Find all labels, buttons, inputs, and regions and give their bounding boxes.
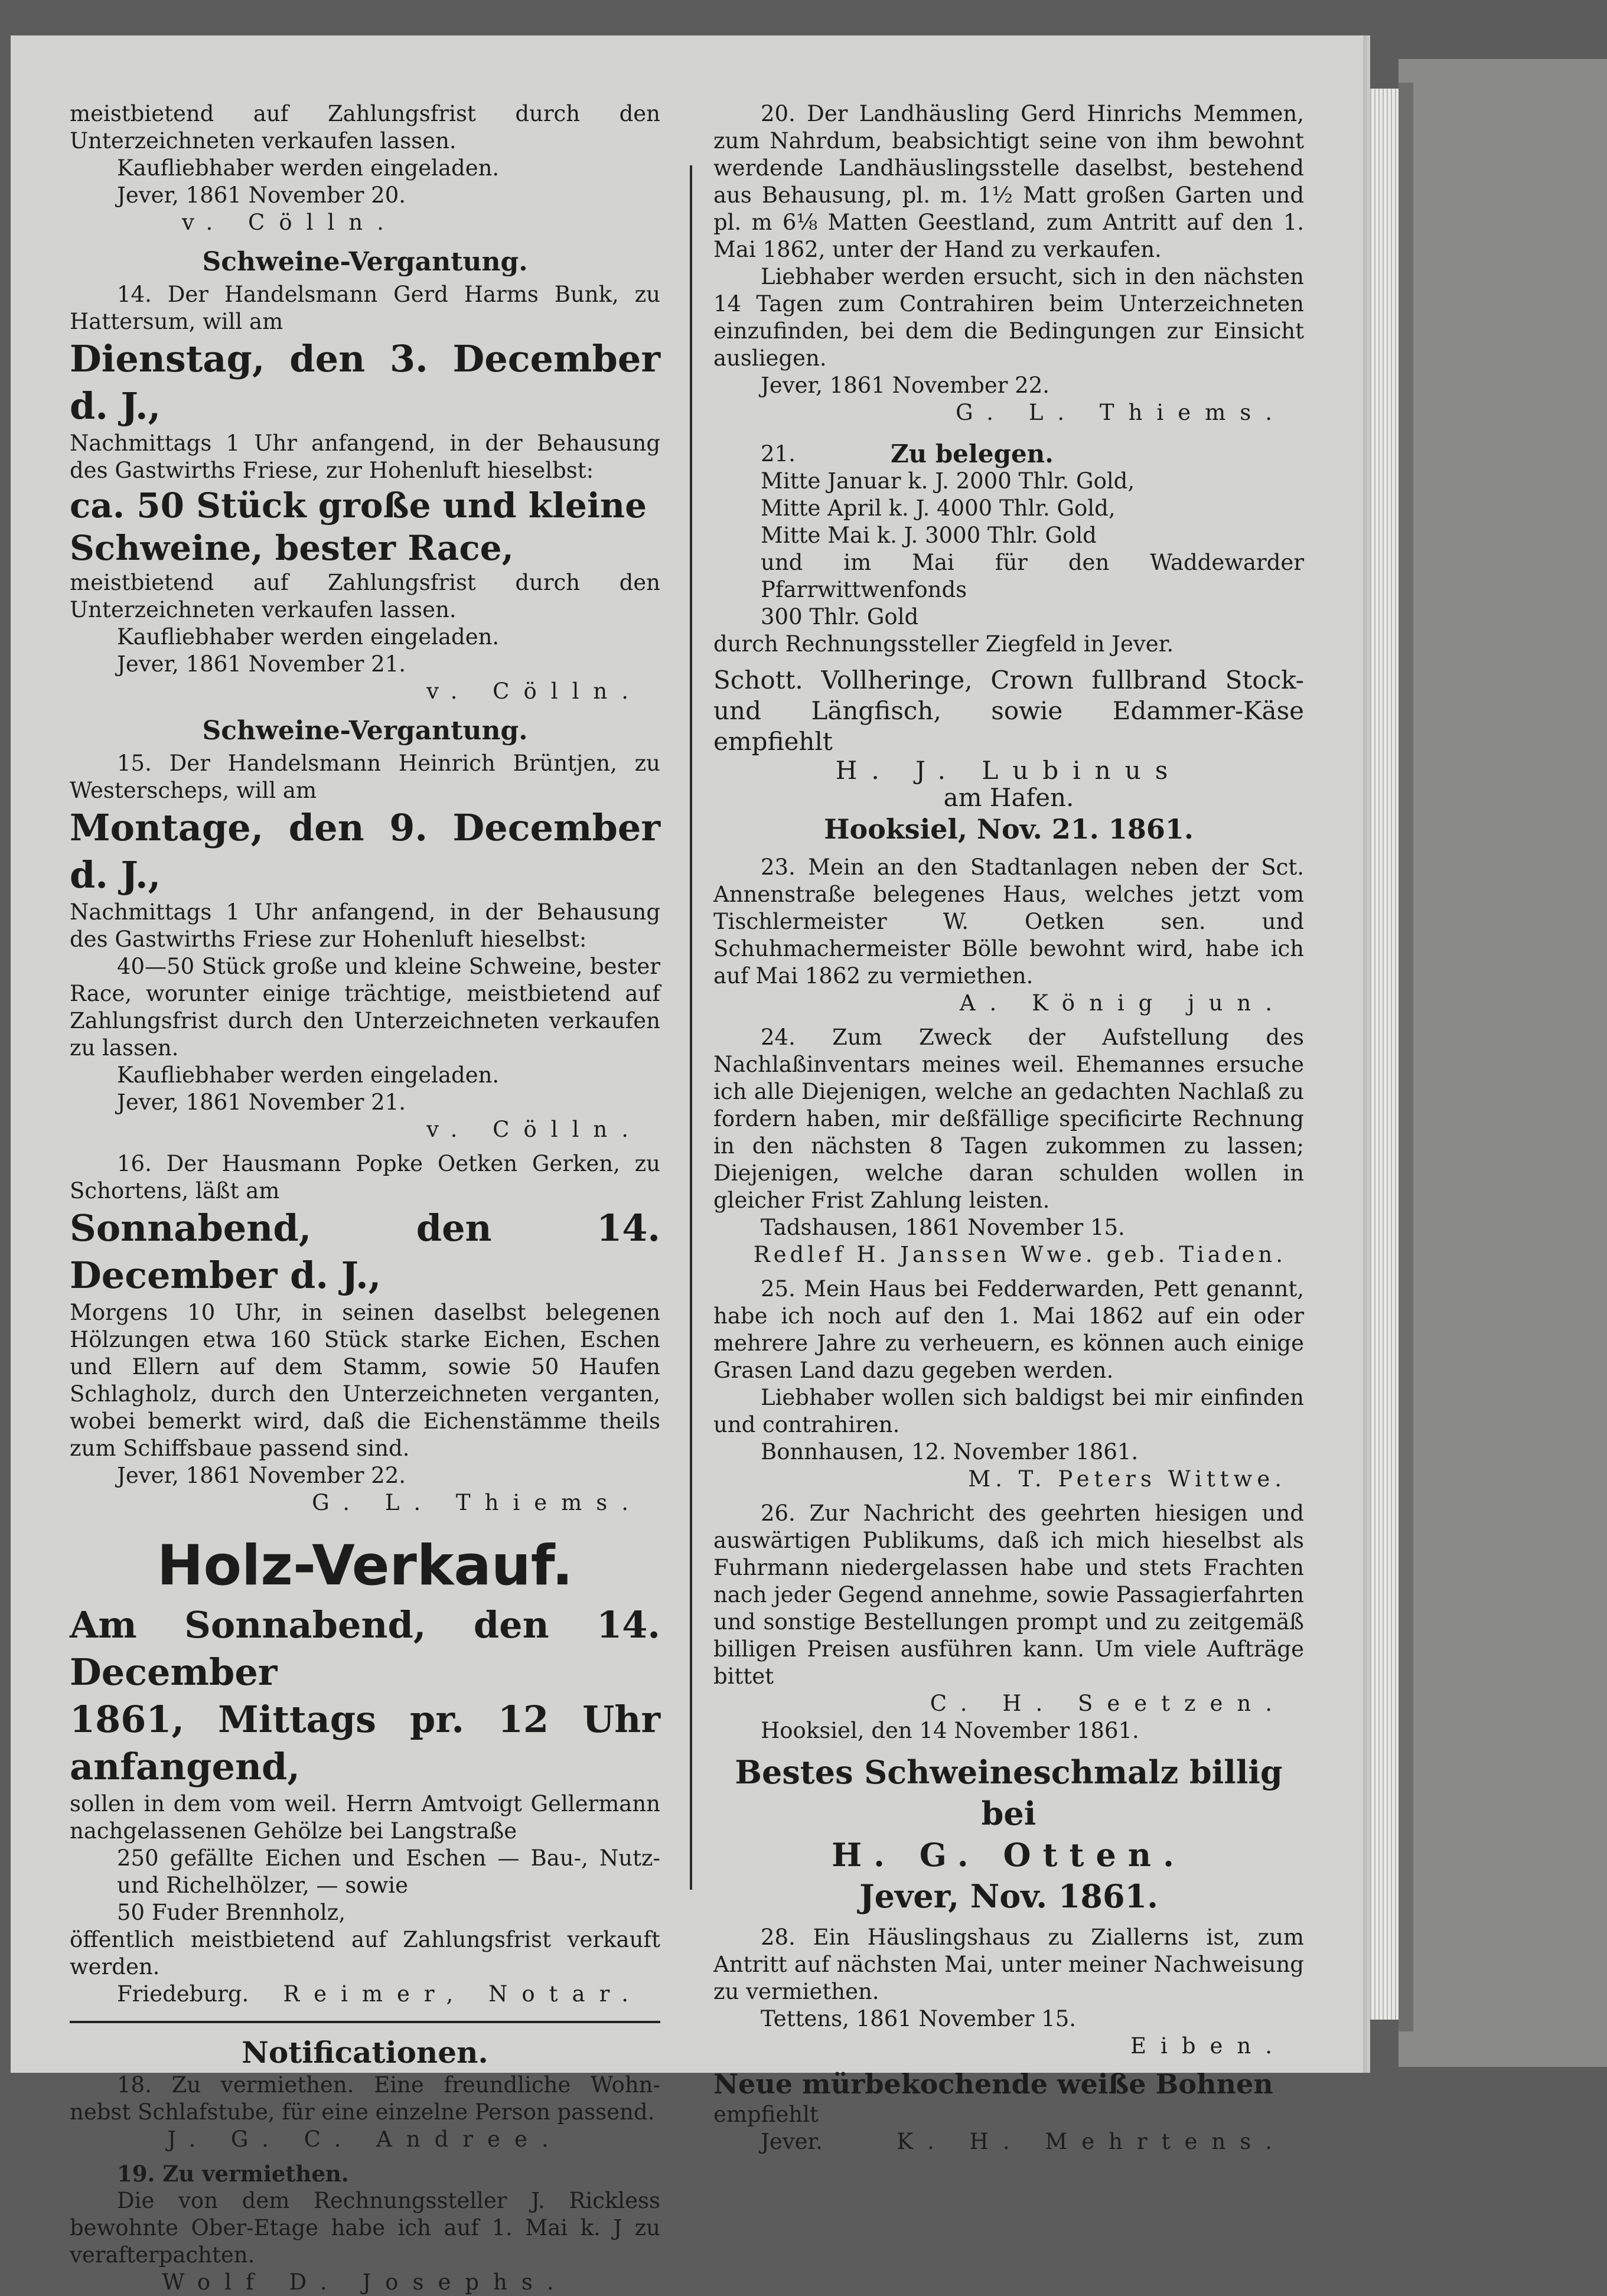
- ad-20-text-2: Liebhaber werden ersucht, sich in den nächsten 14 Tagen zum Contrahiren beim Unterzeichneten einzufinden, bei dem die Bedingungen zur Einsicht ausliegen.: [713, 264, 1304, 371]
- ad-26-text: 26. Zur Nachricht des geehrten hiesigen und auswärtigen Publikums, daß ich mich hieselbst als Fuhrmann niedergelassen habe und stets Frachten nach jeder Gegend annehme, sowie Passagierfahrten und sonstige Bestellungen prompt und zu zeitgemäß billigen Preisen ausführen kann. Um viele Aufträge bittet: [713, 1501, 1304, 1689]
- ad-17-item-2: 50 Fuder Brennholz,: [117, 1900, 346, 1925]
- ad-15-date: Montage, den 9. December d. J.,: [70, 806, 660, 896]
- ad-21-number: 21.: [761, 441, 796, 467]
- ad-19-text: Die von dem Rechnungssteller J. Rickless bewohnte Ober-Etage habe ich auf 1. Mai k. J zu verafterpachten.: [70, 2188, 660, 2268]
- ad-16-place: Jever, 1861 November 22.: [117, 1463, 406, 1488]
- ad-28-text: 28. Ein Häuslingshaus zu Ziallerns ist, zum Antritt auf nächsten Mai, unter meiner Nachweisung zu vermiethen.: [713, 1925, 1304, 2004]
- ad-21-line-3: Mitte Mai k. J. 3000 Thlr. Gold: [761, 523, 1097, 548]
- ad-22-location: am Hafen.: [943, 783, 1074, 812]
- ad-29-text: empfiehlt: [713, 2102, 819, 2127]
- column-divider: [690, 165, 692, 1890]
- ad-20-sign: G. L. Thiems.: [956, 400, 1286, 425]
- ad-29-heading: Neue mürbekochende weiße Bohnen: [713, 2068, 1273, 2100]
- ad-14-place: Jever, 1861 November 21.: [117, 651, 406, 677]
- ad-21-line-6: durch Rechnungssteller Ziegfeld in Jever.: [713, 631, 1174, 657]
- ad-25-text: 25. Mein Haus bei Fedderwarden, Pett genannt, habe ich noch auf den 1. Mai 1862 auf ein oder mehrere Jahre zu verheuern, es können auch einige Grasen Land dazu gegeben werden.: [713, 1276, 1304, 1383]
- ad-19-sign: Wolf D. Josephs.: [162, 2269, 568, 2295]
- right-column: [713, 100, 1304, 2155]
- ad-16-date: Sonnabend, den 14. December d. J.,: [70, 1206, 660, 1297]
- section-rule: [70, 2021, 660, 2023]
- ad-15-invite: Kaufliebhaber werden eingeladen.: [117, 1062, 500, 1088]
- ad-22-text: Schott. Vollheringe, Crown fullbrand Stock- und Längfisch, sowie Edammer-Käse empfiehlt: [713, 666, 1304, 756]
- book-cover-spine: [1399, 83, 1413, 2031]
- ad-27-line-1: Bestes Schweineschmalz billig bei: [735, 1753, 1283, 1832]
- ad-15-time: Nachmittags 1 Uhr anfangend, in der Behausung des Gastwirths Friese zur Hohenluft hieselbst:: [70, 899, 660, 952]
- ad-14-date: Dienstag, den 3. December d. J.,: [70, 337, 660, 428]
- ad-28-place: Tettens, 1861 November 15.: [761, 2006, 1077, 2031]
- book-cover: [1399, 59, 1607, 2067]
- ad-25-sign: M. T. Peters Wittwe.: [968, 1466, 1286, 1492]
- ad-16-sign: G. L. Thiems.: [312, 1490, 643, 1515]
- ad-14-sign: v. Cölln.: [426, 679, 643, 704]
- ad-27-line-2: H. G. Otten.: [832, 1836, 1186, 1874]
- ad-15-goods: 40—50 Stück große und kleine Schweine, bester Race, worunter einige trächtige, meistbietend auf Zahlungsfrist durch den Unterzeichneten verkaufen zu lassen.: [70, 954, 660, 1061]
- ad-15-place: Jever, 1861 November 21.: [117, 1090, 406, 1115]
- ad-17-sign: Reimer, Notar.: [283, 1981, 643, 2007]
- ad-20-place: Jever, 1861 November 22.: [761, 373, 1050, 398]
- ad-15-intro: 15. Der Handelsmann Heinrich Brüntjen, zu Westerscheps, will am: [70, 751, 660, 803]
- ad-14-goods-2: Schweine, bester Race,: [70, 528, 514, 568]
- ad-18-sign: J. G. C. Andree.: [167, 2127, 563, 2152]
- ad-24-place: Tadshausen, 1861 November 15.: [761, 1215, 1125, 1240]
- notifications-heading: Notificationen.: [242, 2035, 488, 2070]
- invite-line: Kaufliebhaber werden eingeladen.: [117, 155, 500, 181]
- ad-23-text: 23. Mein an den Stadtanlagen neben der Sct. Annenstraße belegenes Haus, welches jetzt vom Tischlermeister W. Oetken sen. und Schuhmachermeister Bölle bewohnt wird, habe ich auf Mai 1862 zu vermiethen.: [713, 855, 1304, 989]
- ad-25-text-2: Liebhaber wollen sich baldigst bei mir einfinden und contrahiren.: [713, 1385, 1304, 1437]
- ad-17-tail: öffentlich meistbietend auf Zahlungsfrist verkauft werden.: [70, 1927, 660, 1979]
- ad-25-place: Bonnhausen, 12. November 1861.: [761, 1439, 1139, 1465]
- ad-21-line-5: 300 Thlr. Gold: [761, 604, 919, 630]
- ad-15-sign: v. Cölln.: [426, 1117, 643, 1142]
- ad-17-date-2: 1861, Mittags pr. 12 Uhr anfangend,: [70, 1698, 660, 1788]
- ad-17-item-1: 250 gefällte Eichen und Eschen — Bau-, Nutz- und Richelhölzer, — sowie: [117, 1845, 660, 1898]
- continued-text: meistbietend auf Zahlungsfrist durch den Unterzeichneten verkaufen lassen.: [70, 101, 660, 154]
- left-column: [70, 100, 660, 2296]
- ad-21-line-4: und im Mai für den Waddewarder Pfarrwittwenfonds: [761, 550, 1304, 602]
- ad-14-heading: Schweine-Vergantung.: [202, 247, 528, 277]
- ad-16-text: Morgens 10 Uhr, in seinen daselbst belegenen Hölzungen etwa 160 Stück starke Eichen, Eschen und Ellern auf dem Stamm, sowie 50 Haufen Schlagholz, durch den Unterzeichneten verganten, wobei bemerkt wird, daß die Eichenstämme theils zum Schiffsbaue passend sind.: [70, 1300, 660, 1461]
- ad-17-text: sollen in dem vom weil. Herrn Amtvoigt Gellermann nachgelassenen Gehölze bei Langstraße: [70, 1791, 660, 1844]
- ad-24-text: 24. Zum Zweck der Aufstellung des Nachlaßinventars meines weil. Ehemannes ersuche ich alle Diejenigen, welche an gedachten Nachlaß zu fordern haben, mir deßfällige specificirte Rechnung in den nächsten 8 Tagen zukommen zu lassen; Diejenigen, welche daran schulden wollen in gleicher Frist Zahlung leisten.: [713, 1025, 1304, 1213]
- ad-16-intro: 16. Der Hausmann Popke Oetken Gerken, zu Schortens, läßt am: [70, 1151, 660, 1204]
- signature: v. Cölln.: [182, 210, 398, 235]
- ad-18-text: 18. Zu vermiethen. Eine freundliche Wohn- nebst Schlafstube, für eine einzelne Person passend.: [70, 2072, 660, 2125]
- ad-17-place: Friedeburg.: [117, 1981, 249, 2007]
- ad-15-heading: Schweine-Vergantung.: [202, 716, 528, 746]
- ad-14-tail: meistbietend auf Zahlungsfrist durch den Unterzeichneten verkaufen lassen.: [70, 570, 660, 622]
- ad-14-intro: 14. Der Handelsmann Gerd Harms Bunk, zu Hattersum, will am: [70, 282, 660, 334]
- ad-23-sign: A. König jun.: [959, 990, 1286, 1016]
- ad-21-line-1: Mitte Januar k. J. 2000 Thlr. Gold,: [761, 468, 1135, 494]
- place-date: Jever, 1861 November 20.: [117, 182, 406, 208]
- ad-21-heading: Zu belegen.: [891, 439, 1054, 468]
- ad-14-time: Nachmittags 1 Uhr anfangend, in der Behausung des Gastwirths Friese, zur Hohenluft hieselbst:: [70, 430, 660, 483]
- ad-28-sign: Eiben.: [1130, 2033, 1286, 2059]
- book-page-edges: [1363, 89, 1399, 2020]
- ad-29-sign: K. H. Mehrtens.: [897, 2129, 1286, 2154]
- ad-29-place: Jever.: [761, 2129, 823, 2154]
- ad-14-goods-1: ca. 50 Stück große und kleine: [70, 485, 647, 526]
- ad-17-date-1: Am Sonnabend, den 14. December: [70, 1603, 660, 1694]
- ad-26-sign: C. H. Seetzen.: [930, 1691, 1286, 1716]
- ad-26-place: Hooksiel, den 14 November 1861.: [761, 1718, 1139, 1743]
- ad-27-line-3: Jever, Nov. 1861.: [859, 1877, 1158, 1915]
- ad-17-heading: Holz-Verkauf.: [157, 1534, 573, 1598]
- ad-19-heading: 19. Zu vermiethen.: [117, 2161, 349, 2187]
- ad-24-sign: Redlef H. Janssen Wwe. geb. Tiaden.: [753, 1242, 1286, 1267]
- ad-21-line-2: Mitte April k. J. 4000 Thlr. Gold,: [761, 495, 1116, 521]
- ad-22-merchant: H. J. Lubinus: [835, 756, 1182, 785]
- ad-20-text: 20. Der Landhäusling Gerd Hinrichs Memmen, zum Nahrdum, beabsichtigt seine von ihm bewohnt werdende Landhäuslingsstelle daselbst, bestehend aus Behausung, pl. m. 1½ Matt großen Garten und pl. m 6⅛ Matten Geestland, zum Antritt auf den 1. Mai 1862, unter der Hand zu verkaufen.: [713, 101, 1304, 262]
- ad-14-invite: Kaufliebhaber werden eingeladen.: [117, 624, 500, 650]
- ad-22-date: Hooksiel, Nov. 21. 1861.: [824, 813, 1194, 845]
